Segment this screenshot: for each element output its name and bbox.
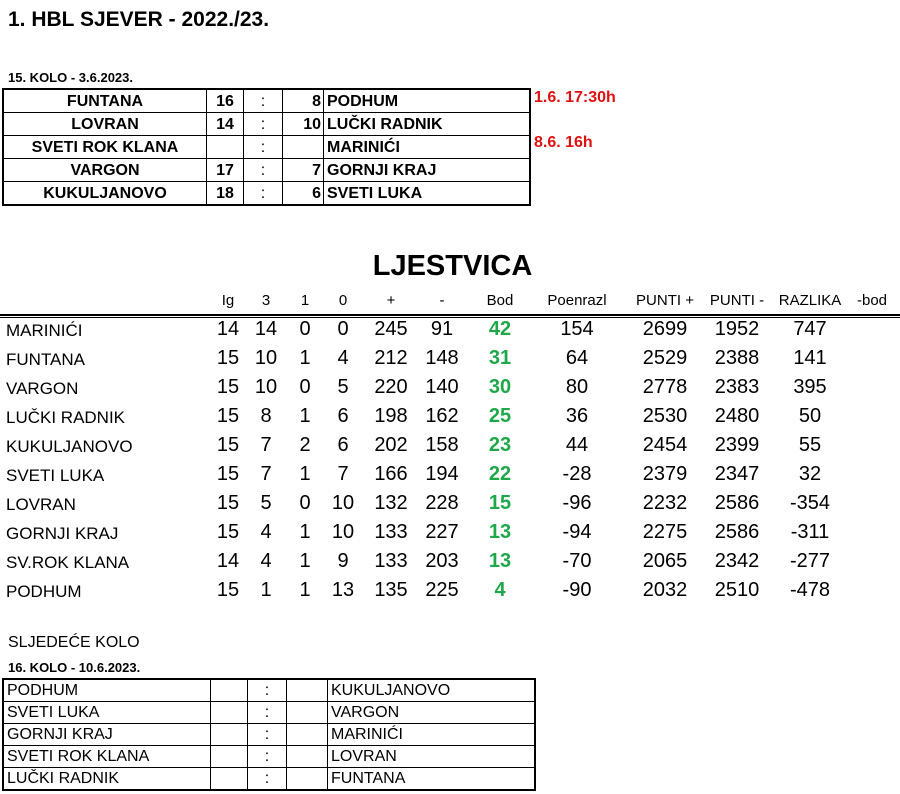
home-team: SVETI ROK KLANA bbox=[3, 746, 211, 768]
home-team: SVETI LUKA bbox=[3, 702, 211, 724]
home-score bbox=[207, 136, 244, 159]
stat-plus: 202 bbox=[374, 434, 408, 456]
stat-ig: 15 bbox=[216, 492, 240, 514]
stat-w3: 4 bbox=[260, 521, 272, 543]
stat-plus: 245 bbox=[374, 318, 408, 340]
match-row bbox=[3, 182, 530, 206]
stat-w1: 0 bbox=[299, 318, 311, 340]
stat-punti-minus: 2342 bbox=[714, 550, 760, 572]
stat-minus: 140 bbox=[425, 376, 459, 398]
score-separator: : bbox=[244, 159, 283, 182]
home-score-empty bbox=[211, 702, 248, 724]
away-team: KUKULJANOVO bbox=[328, 679, 536, 702]
stat-plus: 198 bbox=[374, 405, 408, 427]
home-team: SVETI ROK KLANA bbox=[3, 136, 207, 159]
stat-l0: 13 bbox=[331, 579, 355, 601]
standings-row bbox=[0, 492, 900, 520]
home-score-empty bbox=[211, 724, 248, 746]
stat-bod: 31 bbox=[488, 347, 512, 369]
stat-minus: 203 bbox=[425, 550, 459, 572]
home-score: 18 bbox=[207, 182, 244, 206]
stat-razlika: 747 bbox=[793, 318, 827, 340]
home-team: LUČKI RADNIK bbox=[3, 768, 211, 791]
away-score-empty bbox=[287, 768, 328, 791]
team-name: FUNTANA bbox=[6, 350, 86, 369]
next-round-label: 16. KOLO - 10.6.2023. bbox=[8, 660, 141, 675]
stat-punti-plus: 2529 bbox=[642, 347, 688, 369]
fixture-row bbox=[3, 702, 535, 724]
team-name: KUKULJANOVO bbox=[6, 437, 133, 456]
stat-punti-minus: 2510 bbox=[714, 579, 760, 601]
match-note: 8.6. 16h bbox=[534, 134, 593, 151]
header-3: 3 bbox=[261, 292, 271, 309]
stat-ig: 15 bbox=[216, 521, 240, 543]
stat-l0: 10 bbox=[331, 521, 355, 543]
stat-punti-plus: 2778 bbox=[642, 376, 688, 398]
home-team: VARGON bbox=[3, 159, 207, 182]
stat-razlika: -478 bbox=[789, 579, 831, 601]
home-team: FUNTANA bbox=[3, 89, 207, 113]
stat-poenrazl: 36 bbox=[565, 405, 589, 427]
stat-poenrazl: -28 bbox=[562, 463, 592, 485]
header-poenrazl: Poenrazl bbox=[547, 292, 607, 309]
header-punti-plus: PUNTI + bbox=[636, 292, 694, 309]
stat-poenrazl: -90 bbox=[562, 579, 592, 601]
header-plus: + bbox=[386, 292, 396, 309]
stat-ig: 15 bbox=[216, 376, 240, 398]
away-team: LUČKI RADNIK bbox=[324, 113, 531, 136]
stat-poenrazl: 80 bbox=[565, 376, 589, 398]
stat-razlika: 55 bbox=[798, 434, 822, 456]
away-score: 7 bbox=[283, 159, 324, 182]
stat-w3: 10 bbox=[254, 347, 278, 369]
header-minus: - bbox=[439, 292, 445, 309]
standings-header bbox=[0, 292, 900, 316]
stat-l0: 10 bbox=[331, 492, 355, 514]
header-bod: Bod bbox=[486, 292, 514, 309]
away-team: VARGON bbox=[328, 702, 536, 724]
stat-razlika: 141 bbox=[793, 347, 827, 369]
stat-poenrazl: 44 bbox=[565, 434, 589, 456]
stat-plus: 133 bbox=[374, 550, 408, 572]
stat-punti-minus: 2388 bbox=[714, 347, 760, 369]
stat-minus: 228 bbox=[425, 492, 459, 514]
away-team: MARINIĆI bbox=[328, 724, 536, 746]
score-separator: : bbox=[244, 182, 283, 206]
stat-bod: 13 bbox=[488, 550, 512, 572]
header-0: 0 bbox=[338, 292, 348, 309]
away-score-empty bbox=[287, 679, 328, 702]
next-round-heading: SLJEDEĆE KOLO bbox=[8, 634, 140, 651]
stat-w3: 7 bbox=[260, 434, 272, 456]
header-1: 1 bbox=[300, 292, 310, 309]
fixture-row bbox=[3, 768, 535, 791]
home-team: LOVRAN bbox=[3, 113, 207, 136]
stat-ig: 15 bbox=[216, 405, 240, 427]
stat-w1: 1 bbox=[299, 579, 311, 601]
home-score: 14 bbox=[207, 113, 244, 136]
match-row bbox=[3, 89, 530, 113]
stat-ig: 15 bbox=[216, 347, 240, 369]
away-team: FUNTANA bbox=[328, 768, 536, 791]
stat-razlika: 395 bbox=[793, 376, 827, 398]
stat-poenrazl: 64 bbox=[565, 347, 589, 369]
stat-punti-minus: 2399 bbox=[714, 434, 760, 456]
team-name: MARINIĆI bbox=[6, 321, 83, 340]
stat-poenrazl: 154 bbox=[560, 318, 594, 340]
stat-punti-minus: 1952 bbox=[714, 318, 760, 340]
stat-bod: 25 bbox=[488, 405, 512, 427]
team-name: LUČKI RADNIK bbox=[6, 408, 126, 427]
score-separator: : bbox=[244, 136, 283, 159]
score-separator: : bbox=[248, 746, 287, 768]
score-separator: : bbox=[248, 679, 287, 702]
stat-punti-plus: 2454 bbox=[642, 434, 688, 456]
fixture-row bbox=[3, 724, 535, 746]
standings-row bbox=[0, 463, 900, 491]
match-row bbox=[3, 113, 530, 136]
next-round-table bbox=[2, 678, 536, 791]
header-razlika: RAZLIKA bbox=[778, 292, 842, 309]
stat-punti-minus: 2586 bbox=[714, 521, 760, 543]
match-note: 1.6. 17:30h bbox=[534, 89, 616, 106]
standings-row bbox=[0, 579, 900, 607]
stat-l0: 9 bbox=[337, 550, 349, 572]
stat-punti-minus: 2586 bbox=[714, 492, 760, 514]
stat-w1: 1 bbox=[299, 347, 311, 369]
stat-minus: 227 bbox=[425, 521, 459, 543]
stat-l0: 6 bbox=[337, 405, 349, 427]
stat-minus: 158 bbox=[425, 434, 459, 456]
stat-plus: 132 bbox=[374, 492, 408, 514]
team-name: SV.ROK KLANA bbox=[6, 553, 130, 572]
stat-w3: 4 bbox=[260, 550, 272, 572]
results-table bbox=[2, 88, 531, 206]
home-score: 16 bbox=[207, 89, 244, 113]
home-team: GORNJI KRAJ bbox=[3, 724, 211, 746]
stat-punti-plus: 2379 bbox=[642, 463, 688, 485]
stat-w1: 1 bbox=[299, 405, 311, 427]
score-separator: : bbox=[248, 768, 287, 791]
stat-plus: 220 bbox=[374, 376, 408, 398]
home-score-empty bbox=[211, 746, 248, 768]
stat-l0: 0 bbox=[337, 318, 349, 340]
team-name: GORNJI KRAJ bbox=[6, 524, 119, 543]
stat-bod: 4 bbox=[494, 579, 506, 601]
away-score-empty bbox=[287, 724, 328, 746]
stat-punti-minus: 2383 bbox=[714, 376, 760, 398]
stat-punti-plus: 2032 bbox=[642, 579, 688, 601]
away-score: 8 bbox=[283, 89, 324, 113]
stat-l0: 4 bbox=[337, 347, 349, 369]
score-separator: : bbox=[244, 89, 283, 113]
home-score-empty bbox=[211, 679, 248, 702]
match-row bbox=[3, 159, 530, 182]
stat-punti-plus: 2275 bbox=[642, 521, 688, 543]
score-separator: : bbox=[244, 113, 283, 136]
stat-ig: 15 bbox=[216, 579, 240, 601]
stat-minus: 91 bbox=[430, 318, 454, 340]
stat-minus: 194 bbox=[425, 463, 459, 485]
score-separator: : bbox=[248, 702, 287, 724]
header-punti-minus: PUNTI - bbox=[709, 292, 765, 309]
team-name: VARGON bbox=[6, 379, 79, 398]
stat-w1: 1 bbox=[299, 550, 311, 572]
page-title: 1. HBL SJEVER - 2022./23. bbox=[8, 8, 270, 31]
home-score: 17 bbox=[207, 159, 244, 182]
stat-w3: 10 bbox=[254, 376, 278, 398]
team-name: LOVRAN bbox=[6, 495, 76, 514]
stat-punti-plus: 2530 bbox=[642, 405, 688, 427]
stat-poenrazl: -96 bbox=[562, 492, 592, 514]
stat-ig: 14 bbox=[216, 318, 240, 340]
stat-punti-plus: 2232 bbox=[642, 492, 688, 514]
away-team: GORNJI KRAJ bbox=[324, 159, 531, 182]
stat-w1: 2 bbox=[299, 434, 311, 456]
stat-bod: 22 bbox=[488, 463, 512, 485]
team-name: PODHUM bbox=[6, 582, 82, 601]
standings-row bbox=[0, 347, 900, 375]
stat-plus: 133 bbox=[374, 521, 408, 543]
fixture-row bbox=[3, 746, 535, 768]
home-score-empty bbox=[211, 768, 248, 791]
stat-plus: 135 bbox=[374, 579, 408, 601]
stat-w1: 0 bbox=[299, 376, 311, 398]
stat-w1: 0 bbox=[299, 492, 311, 514]
away-team: PODHUM bbox=[324, 89, 531, 113]
stat-punti-minus: 2480 bbox=[714, 405, 760, 427]
away-score-empty bbox=[287, 702, 328, 724]
stat-plus: 166 bbox=[374, 463, 408, 485]
header-minus-bod: -bod bbox=[856, 292, 888, 309]
stat-l0: 7 bbox=[337, 463, 349, 485]
stat-razlika: -311 bbox=[790, 521, 830, 543]
stat-bod: 30 bbox=[488, 376, 512, 398]
stat-bod: 23 bbox=[488, 434, 512, 456]
away-score: 10 bbox=[283, 113, 324, 136]
score-separator: : bbox=[248, 724, 287, 746]
stat-w3: 14 bbox=[254, 318, 278, 340]
stat-razlika: -277 bbox=[789, 550, 831, 572]
round-label: 15. KOLO - 3.6.2023. bbox=[8, 70, 134, 85]
fixture-row bbox=[3, 679, 535, 702]
stat-w3: 7 bbox=[260, 463, 272, 485]
stat-w3: 5 bbox=[260, 492, 272, 514]
stat-minus: 162 bbox=[425, 405, 459, 427]
stat-l0: 6 bbox=[337, 434, 349, 456]
away-score-empty bbox=[287, 746, 328, 768]
stat-bod: 42 bbox=[488, 318, 512, 340]
stat-razlika: 50 bbox=[798, 405, 822, 427]
standings-row bbox=[0, 405, 900, 433]
standings-row bbox=[0, 550, 900, 578]
stat-w3: 8 bbox=[260, 405, 272, 427]
team-name: SVETI LUKA bbox=[6, 466, 105, 485]
stat-ig: 15 bbox=[216, 463, 240, 485]
stat-minus: 148 bbox=[425, 347, 459, 369]
away-team: SVETI LUKA bbox=[324, 182, 531, 206]
standings-row bbox=[0, 318, 900, 346]
stat-bod: 13 bbox=[488, 521, 512, 543]
stat-punti-plus: 2065 bbox=[642, 550, 688, 572]
stat-razlika: 32 bbox=[798, 463, 822, 485]
standings-row bbox=[0, 376, 900, 404]
home-team: PODHUM bbox=[3, 679, 211, 702]
stat-poenrazl: -70 bbox=[562, 550, 592, 572]
stat-ig: 14 bbox=[216, 550, 240, 572]
away-team: LOVRAN bbox=[328, 746, 536, 768]
standings-row bbox=[0, 434, 900, 462]
away-team: MARINIĆI bbox=[324, 136, 531, 159]
away-score: 6 bbox=[283, 182, 324, 206]
stat-w1: 1 bbox=[299, 521, 311, 543]
home-team: KUKULJANOVO bbox=[3, 182, 207, 206]
away-score bbox=[283, 136, 324, 159]
stat-w3: 1 bbox=[260, 579, 272, 601]
stat-l0: 5 bbox=[337, 376, 349, 398]
header-ig: Ig bbox=[221, 292, 235, 309]
stat-poenrazl: -94 bbox=[562, 521, 592, 543]
stat-bod: 15 bbox=[488, 492, 512, 514]
stat-w1: 1 bbox=[299, 463, 311, 485]
match-row bbox=[3, 136, 530, 159]
stat-punti-minus: 2347 bbox=[714, 463, 760, 485]
stat-minus: 225 bbox=[425, 579, 459, 601]
stat-razlika: -354 bbox=[789, 492, 831, 514]
standings-title: LJESTVICA bbox=[372, 250, 533, 282]
stat-plus: 212 bbox=[374, 347, 408, 369]
standings-row bbox=[0, 521, 900, 549]
stat-punti-plus: 2699 bbox=[642, 318, 688, 340]
stat-ig: 15 bbox=[216, 434, 240, 456]
